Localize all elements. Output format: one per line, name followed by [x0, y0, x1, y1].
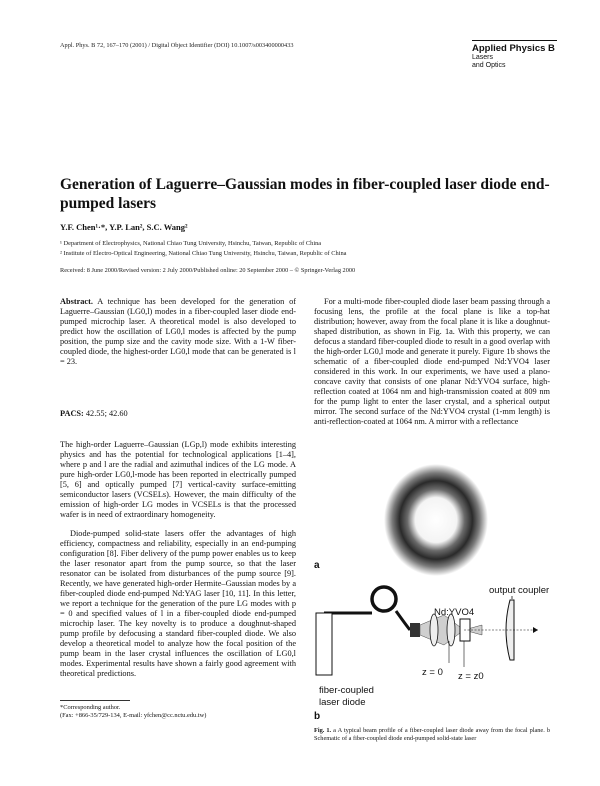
- output-coupler-label: output coupler: [489, 585, 550, 596]
- fiber-label-1: fiber-coupled: [319, 685, 374, 696]
- figure-label-b: b: [314, 711, 321, 722]
- body-paragraph-right: For a multi-mode fiber-coupled diode laser beam passing through a focusing lens, the profile at the focal plane is like a top-hat distribution; however, away from the focal plane it is like a doughnut-shaped distribution, as shown in Fig. 1a. With this property, we can defocus a standard fiber-coupled diode to result in a good overlap with the high-order LG0,l mode and generate it purely. Figure 1b shows the schematic of a fiber-coupled diode end-pumped Nd:YVO4 laser considered in this work. In our experiments, we have used a plano-concave cavity that consists of one planar Nd:YVO4 surface, high-reflection coated at 1064 nm and high-transmission coated at 809 nm for the pump light to enter the laser crystal, and a spherical output mirror. The second surface of the Nd:YVO4 crystal (1-mm length) is anti-reflection-coated at 1064 nm. A mirror with a reflectance: [314, 297, 550, 426]
- pacs: [60, 409, 128, 418]
- footnote: [60, 704, 296, 720]
- affiliation-2: ² Institute of Electro-Optical Engineering, National Chiao Tung University, Hsinchu, Taiwan, Republic of China: [60, 250, 347, 257]
- body-paragraph-2: Diode-pumped solid-state lasers offer the advantages of high efficiency, compactness and reliability, especially in an end-pumping configuration [8]. Fiber delivery of the pump power enables us to keep the laser resonator apart from the pump source, so that the laser resonator can be isolated from disturbances of the pump source [9]. Recently, we have generated high-order Hermite–Gaussian modes by a fiber-coupled diode end-pumped Nd:YAG laser [10, 11]. In this letter, we report a technique for the generation of the pure LG modes with p = 0 and specified values of l in a fiber-coupled diode end-pumped microchip laser. The key novelty is to produce a doughnut-shaped pump profile by defocusing a standard fiber-coupled diode. We also develop a theoretical model to analyze how the focal position of the pump beam in the laser crystal influences the oscillation of LG0,l modes. Experimental results have shown a fairly good agreement with theoretical predictions.: [60, 529, 296, 678]
- journal-subtitle-2: and Optics: [472, 62, 506, 69]
- caption-label: Fig. 1.: [314, 727, 332, 734]
- paper-title: Generation of Laguerre–Gaussian modes in fiber-coupled laser diode end-pumped lasers: [60, 176, 550, 212]
- beam-profile-image: [378, 460, 494, 580]
- collimating-lens: [430, 614, 438, 646]
- pacs-codes: 42.55; 42.60: [83, 409, 128, 418]
- doughnut-ring: [384, 464, 488, 576]
- fiber-coil: [372, 587, 396, 611]
- abstract: [60, 297, 296, 367]
- laser-schematic: [314, 575, 550, 715]
- pacs-label: PACS:: [60, 409, 84, 418]
- output-arrow-icon: [533, 627, 538, 633]
- journal-subtitle-1: Lasers: [472, 54, 494, 61]
- figure-caption: [314, 727, 550, 743]
- z1-label: z = z0: [458, 671, 484, 682]
- footnote-corresponding: *Corresponding author.: [60, 704, 121, 711]
- authors: Y.F. Chen¹·*, Y.P. Lan², S.C. Wang²: [60, 222, 188, 232]
- focusing-lens: [447, 614, 455, 646]
- crystal-label: Nd:YVO4: [434, 607, 475, 618]
- laser-diode-box: [316, 613, 332, 675]
- footnote-contact: (Fax: +866-35/729-134, E-mail: yfchen@cc.nctu.edu.tw): [60, 712, 207, 719]
- footnote-rule: [60, 700, 130, 701]
- caption-text: a A typical beam profile of a fiber-coupled laser diode away from the focal plane. b Schematic of a fiber-coupled diode end-pumped solid-state laser: [314, 727, 550, 742]
- received-dates: Received: 8 June 2000/Revised version: 2 July 2000/Published online: 20 September 2000 – © Springer-Verlag 2000: [60, 267, 356, 274]
- affiliation-1: ¹ Department of Electrophysics, National Chiao Tung University, Hsinchu, Taiwan, Republic of China: [60, 240, 322, 247]
- journal-badge: [472, 40, 557, 70]
- journal-name: Applied Physics B: [472, 43, 555, 54]
- fiber-line: [324, 611, 410, 630]
- figure-label-a: a: [314, 560, 320, 571]
- z0-label: z = 0: [422, 667, 443, 678]
- abstract-label: Abstract.: [60, 297, 93, 306]
- citation-header: Appl. Phys. B 72, 167–170 (2001) / Digital Object Identifier (DOI) 10.1007/s003400000433: [60, 42, 294, 49]
- fiber-connector: [410, 623, 420, 637]
- fiber-label-2: laser diode: [319, 697, 366, 708]
- abstract-text: A technique has been developed for the generation of Laguerre–Gaussian (LG0,l) modes in a fiber-coupled laser diode end-pumped microchip laser. A theoretical model is also developed to predict how the oscillation of LG0,l modes is affected by the pump position, the pump size and the cavity mode size. With a 1-W fiber-coupled diode, the highest-order LG0,l mode that can be generated is l = 23.: [60, 297, 296, 366]
- body-paragraph-1: The high-order Laguerre–Gaussian (LGp,l) mode exhibits interesting physics and has the potential for technological applications [1–4], where p and l are the radial and azimuthal indices of the LG mode. A pure high-order LG0,l-mode has been reported in electrically pumped [5, 6] and optically pumped [7] vertical-cavity surface-emitting semiconductor lasers (VCSELs). However, the main difficulty of the emission of high-order LG modes in VCSELs is that the processed wafer is in need of extraordinary homogeneity.: [60, 440, 296, 519]
